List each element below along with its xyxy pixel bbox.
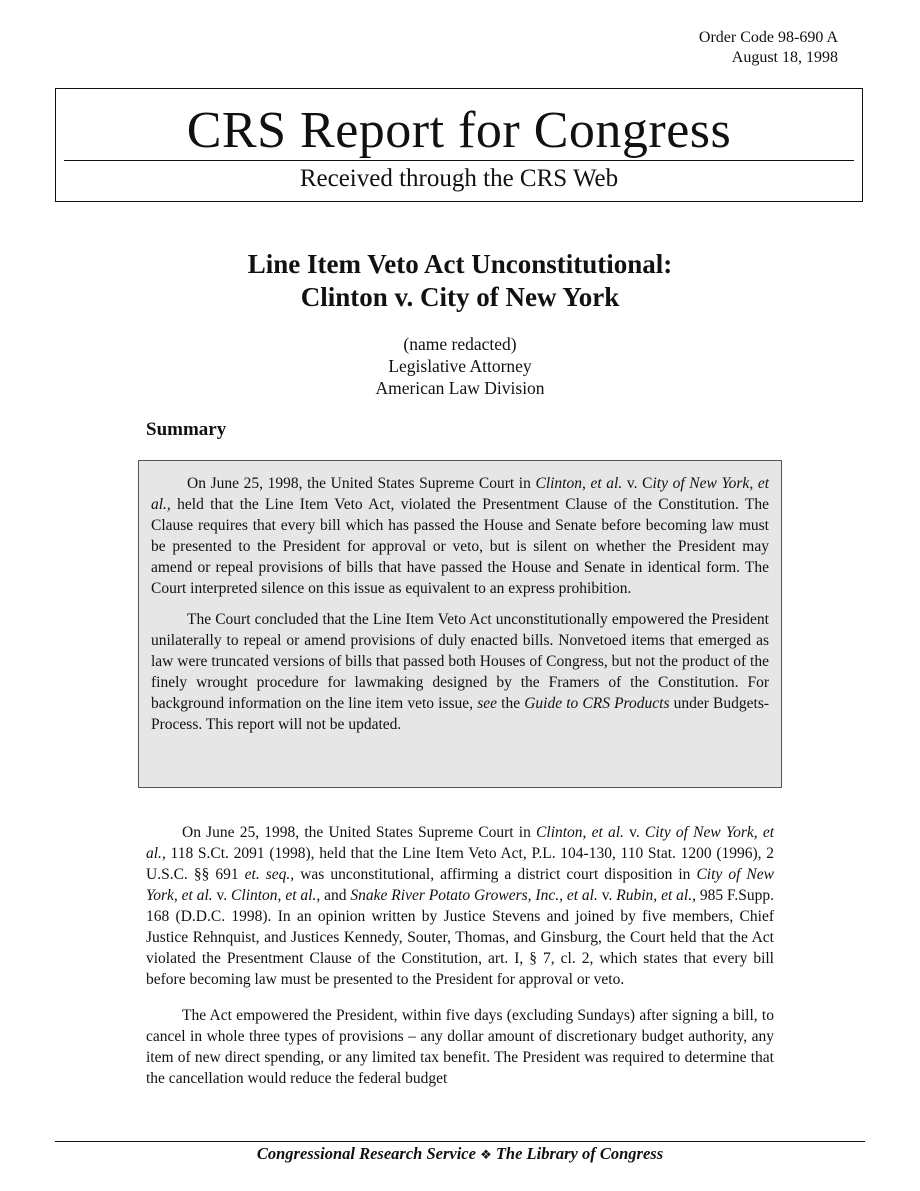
author-name: (name redacted) [403, 334, 517, 354]
italic-text: Guide to CRS Products [524, 695, 670, 712]
body-paragraph: On June 25, 1998, the United States Supreme Court in Clinton, et al. v. City of New York, et al., 118 S.Ct. 2091 (1998), held that the Line Item Veto Act, P.L. 104-130, 110 Stat. 1200 (1996), 2 U.S.C. §§ 691 et. seq., was unconstitutional, affirming a district court disposition in City of New York, et al. v. Clinton, et al., and Snake River Potato Growers, Inc., et al. v. Rubin, et al., 985 F.Supp. 168 (D.D.C. 1998). In an opinion written by Justice Stevens and joined by five members, Chief Justice Rehnquist, and Justices Kennedy, Souter, Thomas, and Ginsburg, the Court held that the Act violated the Presentment Clause of the Constitution, art. I, § 7, cl. 2, which states that every bill before becoming law must be presented to the President for approval or veto. [146, 824, 775, 988]
italic-text: ity of New York, et al., [151, 475, 770, 513]
summary-paragraph: On June 25, 1998, the United States Supreme Court in Clinton, et al. v. City of New York, et al., held that the Line Item Veto Act, violated the Presentment Clause of the Constitution. The Clause requires that every bill which has passed the House and Senate before becoming law must be presented to the President for approval or veto, but is silent on whether the President may amend or repeal provisions of bills that have passed the House and Senate in identical form. The Court interpreted silence on this issue as equivalent to an express prohibition. [151, 475, 770, 597]
header-subtitle: Received through the CRS Web [299, 165, 619, 192]
header-title: CRS Report for Congress [186, 102, 732, 159]
italic-text: City of New York, et al. [146, 824, 774, 862]
report-title-line-2: Clinton v. City of New York [300, 282, 620, 312]
report-title [0, 248, 920, 314]
italic-text: et. seq., [244, 866, 295, 883]
italic-text: see [477, 695, 497, 712]
body-paragraph: The Act empowered the President, within five days (excluding Sundays) after signing a bill, to cancel in whole three types of provisions – any dollar amount of discretionary budget authority, any item of new direct spending, or any limited tax benefit. The President was required to determine that the cancellation would reduce the federal budget [146, 1007, 774, 1087]
order-code: Order Code 98-690 A [698, 29, 838, 46]
summary-heading: Summary [146, 419, 227, 440]
header-divider [64, 160, 854, 161]
footer-publisher: Congressional Research Service [256, 1144, 476, 1163]
summary-paragraph: The Court concluded that the Line Item Veto Act unconstitutionally empowered the President unilaterally to repeal or amend provisions of duly enacted bills. Nonvetoed items that emerged as law were truncated versions of bills that passed both Houses of Congress, but not the product of the finely wrought procedure for lawmaking designed by the Framers of the Constitution. For background information on the line item veto issue, see the Guide to CRS Products under Budgets-Process. This report will not be updated. [151, 611, 770, 733]
footer [0, 1143, 920, 1167]
order-info [699, 28, 838, 68]
italic-text: Snake River Potato Growers, Inc., et al. [350, 887, 598, 904]
italic-text: City of New York, et al. [146, 866, 774, 904]
diamond-separator-icon: ❖ [480, 1148, 492, 1163]
body-text [146, 822, 774, 1104]
report-header-box [55, 88, 863, 202]
summary-box [138, 460, 782, 788]
author-block [0, 333, 920, 399]
report-title-line-1: Line Item Veto Act Unconstitutional: [247, 249, 673, 279]
italic-text: Clinton, et al. [536, 824, 624, 841]
footer-library: The Library of Congress [495, 1144, 664, 1163]
italic-text: Clinton, et al. [535, 475, 623, 492]
order-date: August 18, 1998 [731, 49, 838, 66]
author-division: American Law Division [375, 378, 545, 398]
footer-divider [55, 1141, 865, 1142]
author-role: Legislative Attorney [388, 356, 532, 376]
italic-text: Clinton, et al., [231, 887, 321, 904]
italic-text: Rubin, et al., [616, 887, 696, 904]
